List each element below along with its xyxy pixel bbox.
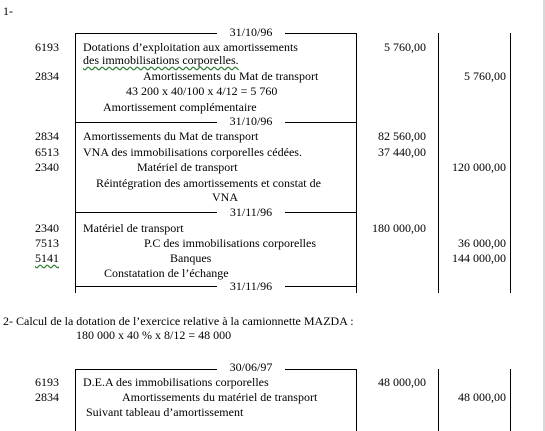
account-number: 5141: [35, 251, 59, 265]
entry-description: Réintégration des amortissements et constat de: [96, 176, 321, 190]
journal-debit-credit-line: [438, 33, 439, 293]
account-number: 2340: [35, 160, 59, 174]
date-separator: [75, 369, 217, 370]
credit-amount: 5 760,00: [464, 69, 506, 83]
entry-label: Matériel de transport: [83, 221, 184, 235]
debit-amount: 48 000,00: [378, 375, 426, 389]
section-heading: 2- Calcul de la dotation de l’exercice relative à la camionnette MAZDA :: [3, 314, 354, 328]
account-number: 6193: [35, 375, 59, 389]
entry-date: 30/06/97: [229, 360, 273, 374]
entry-label: Matériel de transport: [137, 160, 238, 174]
credit-amount: 120 000,00: [452, 160, 506, 174]
entry-date: 31/11/96: [229, 205, 273, 219]
debit-amount: 37 440,00: [378, 145, 426, 159]
credit-amount: 144 000,00: [452, 251, 506, 265]
credit-amount: 36 000,00: [458, 236, 506, 250]
debit-amount: 82 560,00: [378, 129, 426, 143]
entry-label: des immobilisations corporelles.: [83, 53, 239, 67]
date-separator: [75, 212, 217, 213]
date-separator: [75, 122, 217, 123]
entry-label: Amortissements du Mat de transport: [83, 129, 259, 143]
entry-label: Amortissements du Mat de transport: [143, 69, 319, 83]
entry-label: D.E.A des immobilisations corporelles: [83, 375, 269, 389]
journal-right-line: [510, 369, 511, 431]
entry-description: VNA: [212, 190, 238, 204]
entry-label: Amortissements du matériel de transport: [122, 390, 318, 404]
entry-label: Dotations d’exploitation aux amortissements: [83, 40, 298, 54]
entry-label: VNA des immobilisations corporelles cédées.: [83, 145, 302, 159]
calculation: 43 200 x 40/100 x 4/12 = 5 760: [126, 84, 278, 98]
account-number: 2340: [35, 221, 59, 235]
credit-amount: 48 000,00: [458, 390, 506, 404]
account-number: 6193: [35, 40, 59, 54]
journal-middle-line: [356, 33, 357, 293]
journal-right-line: [510, 33, 511, 293]
entry-description: Constatation de l’échange: [104, 266, 229, 280]
entry-description: Suivant tableau d’amortissement: [86, 405, 244, 419]
entry-date: 31/10/96: [229, 114, 273, 128]
debit-amount: 5 760,00: [384, 40, 426, 54]
entry-date: 31/10/96: [229, 25, 273, 39]
account-number: 2834: [35, 129, 59, 143]
entry-label: P.C des immobilisations corporelles: [144, 236, 316, 250]
entry-date: 31/11/96: [229, 279, 273, 293]
journal-left-line: [75, 369, 76, 431]
calculation: 180 000 x 40 % x 8/12 = 48 000: [76, 328, 232, 342]
journal-debit-credit-line: [438, 369, 439, 431]
account-number: 2834: [35, 69, 59, 83]
journal-left-line: [75, 33, 76, 293]
date-separator: [75, 286, 217, 287]
journal-middle-line: [356, 369, 357, 431]
date-separator: [75, 33, 217, 34]
entry-label: Banques: [170, 251, 212, 265]
section-number: 1-: [3, 4, 13, 18]
account-number: 7513: [35, 236, 59, 250]
debit-amount: 180 000,00: [372, 221, 426, 235]
account-number: 6513: [35, 145, 59, 159]
entry-description: Amortissement complémentaire: [103, 100, 257, 114]
account-number: 2834: [35, 390, 59, 404]
